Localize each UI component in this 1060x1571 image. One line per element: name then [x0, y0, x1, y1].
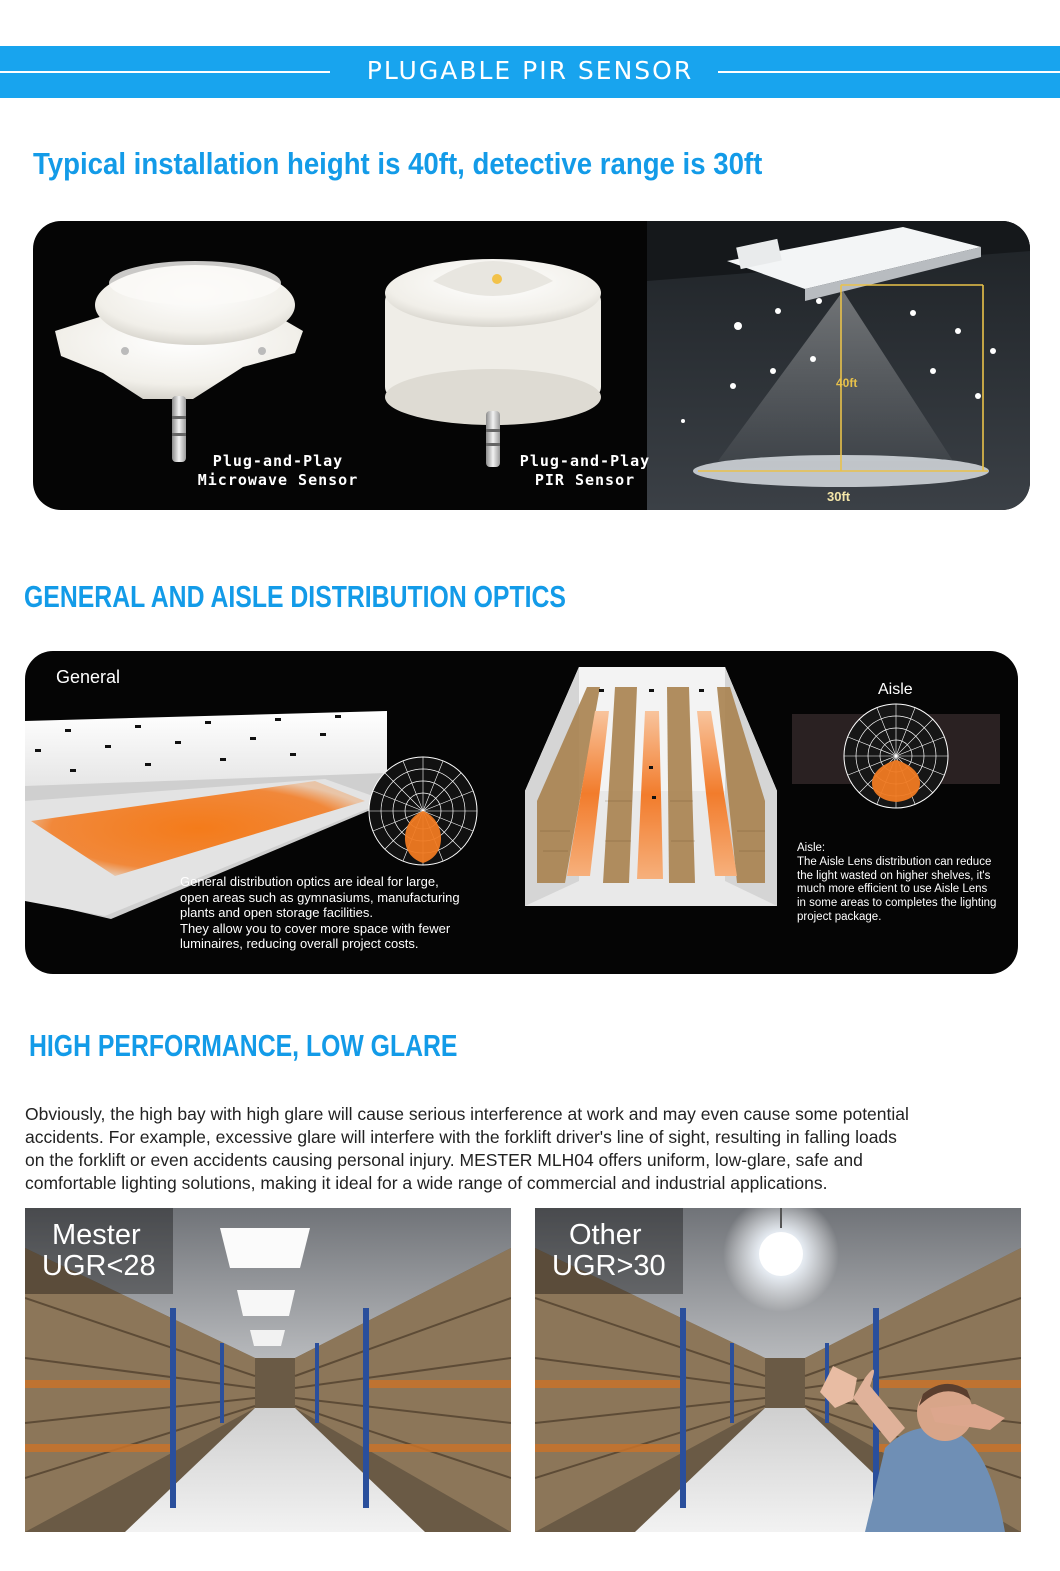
mester-photo	[25, 1208, 511, 1532]
optics-panel	[25, 651, 1018, 974]
aisle-text-line: the light wasted on higher shelves, it's	[797, 869, 991, 882]
general-description	[180, 874, 510, 952]
mester-label-line1: Mester	[52, 1219, 141, 1251]
range-label: 30ft	[827, 489, 851, 504]
other-label-line2: UGR>30	[552, 1250, 666, 1282]
microwave-caption-line2: Microwave Sensor	[197, 471, 359, 489]
glare-heading: HIGH PERFORMANCE, LOW GLARE	[29, 1028, 458, 1063]
aisle-text-line: project package.	[797, 910, 882, 923]
pir-sensor-caption	[495, 452, 675, 490]
optics-illustration	[25, 651, 1018, 974]
other-label-line1: Other	[569, 1219, 642, 1251]
sensor-panel	[33, 221, 1030, 510]
paragraph-line: comfortable lighting solutions, making it ideal for a wide range of commercial and industrial applications.	[25, 1173, 828, 1193]
microwave-caption-line1: Plug-and-Play	[212, 452, 344, 470]
installation-photo	[647, 221, 1030, 510]
general-text-line: luminaires, reducing overall project costs.	[180, 936, 419, 951]
microwave-sensor-image	[55, 261, 303, 462]
general-label: General	[56, 667, 121, 687]
aisle-label: Aisle	[878, 681, 913, 698]
section-banner	[0, 46, 1060, 98]
general-text-line: open areas such as gymnasiums, manufacturing	[180, 889, 460, 905]
general-text-line: General distribution optics are ideal for large,	[180, 874, 439, 889]
pir-caption-line2: PIR Sensor	[534, 471, 636, 489]
aisle-text-line: much more efficient to use Aisle Lens	[797, 883, 988, 896]
paragraph-line: on the forklift or even accidents causing personal injury. MESTER MLH04 offers uniform, low-glare, safe and	[25, 1150, 863, 1170]
banner-title: PLUGABLE PIR SENSOR	[366, 56, 694, 85]
pir-sensor-image	[385, 259, 601, 467]
other-photo	[535, 1208, 1021, 1532]
mester-label-line2: UGR<28	[42, 1250, 156, 1282]
aisle-text-line: The Aisle Lens distribution can reduce	[797, 855, 992, 868]
general-text-line: plants and open storage facilities.	[180, 905, 373, 920]
aisle-description	[797, 842, 1011, 925]
general-polar-diagram	[369, 757, 477, 865]
sensor-heading: Typical installation height is 40ft, detective range is 30ft	[33, 146, 763, 181]
aisle-polar-diagram	[844, 704, 948, 808]
aisle-room-image	[525, 667, 777, 906]
paragraph-line: Obviously, the high bay with high glare will cause serious interference at work and may even cause some potential	[25, 1104, 909, 1124]
aisle-text-line: Aisle:	[797, 842, 826, 854]
glare-paragraph	[25, 1103, 1035, 1195]
paragraph-line: accidents. For example, excessive glare will interfere with the forklift driver's line of sight, resulting in falling loads	[25, 1127, 897, 1147]
height-label: 40ft	[836, 376, 858, 390]
optics-heading: GENERAL AND AISLE DISTRIBUTION OPTICS	[24, 579, 566, 614]
microwave-sensor-caption	[183, 452, 373, 490]
pir-caption-line1: Plug-and-Play	[519, 452, 651, 470]
aisle-text-line: in some areas to completes the lighting	[797, 897, 997, 910]
general-text-line: They allow you to cover more space with fewer	[180, 920, 451, 936]
